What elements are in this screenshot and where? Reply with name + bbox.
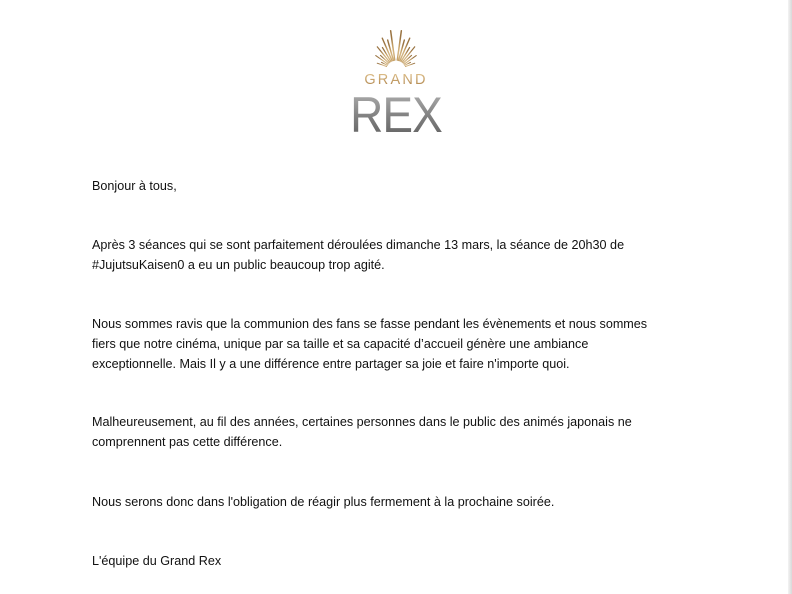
letter-greeting bbox=[92, 176, 732, 196]
signature-text: L'équipe du Grand Rex bbox=[92, 554, 222, 568]
grand-rex-logo-graphic bbox=[347, 20, 445, 138]
letter-paragraph-4 bbox=[92, 492, 732, 512]
letter-paragraph-3 bbox=[92, 412, 732, 452]
letter-paragraph-2 bbox=[92, 314, 732, 374]
paragraph-text: Malheureusement, au fil des années, certaines personnes dans le public des animés japonais ne comprennent pas cette différence. bbox=[92, 415, 632, 449]
page-edge bbox=[788, 0, 792, 594]
greeting-text: Bonjour à tous, bbox=[92, 179, 177, 193]
sunburst-icon bbox=[376, 31, 417, 67]
grand-rex-logo bbox=[347, 20, 445, 138]
paragraph-text: Après 3 séances qui se sont parfaitement déroulées dimanche 13 mars, la séance de 20h30 de #JujutsuKaisen0 a eu un public beaucoup trop agité. bbox=[92, 238, 625, 272]
sunburst-ray bbox=[377, 63, 386, 66]
paragraph-text: Nous sommes ravis que la communion des fans se fasse pendant les évènements et nous sommes fiers que notre cinéma, unique par sa taille et sa capacité d’accueil génère une ambiance exceptionnelle. Mais Il y a une différence entre partager sa joie et faire n'importe quoi. bbox=[92, 317, 648, 371]
letter-signature bbox=[92, 551, 732, 571]
letter-paragraph-1 bbox=[92, 235, 732, 275]
logo-rex-text: REX bbox=[350, 88, 442, 138]
logo-grand-text: GRAND bbox=[364, 72, 428, 88]
sunburst-ray bbox=[405, 63, 414, 66]
paragraph-text: Nous serons donc dans l'obligation de réagir plus fermement à la prochaine soirée. bbox=[92, 495, 555, 509]
